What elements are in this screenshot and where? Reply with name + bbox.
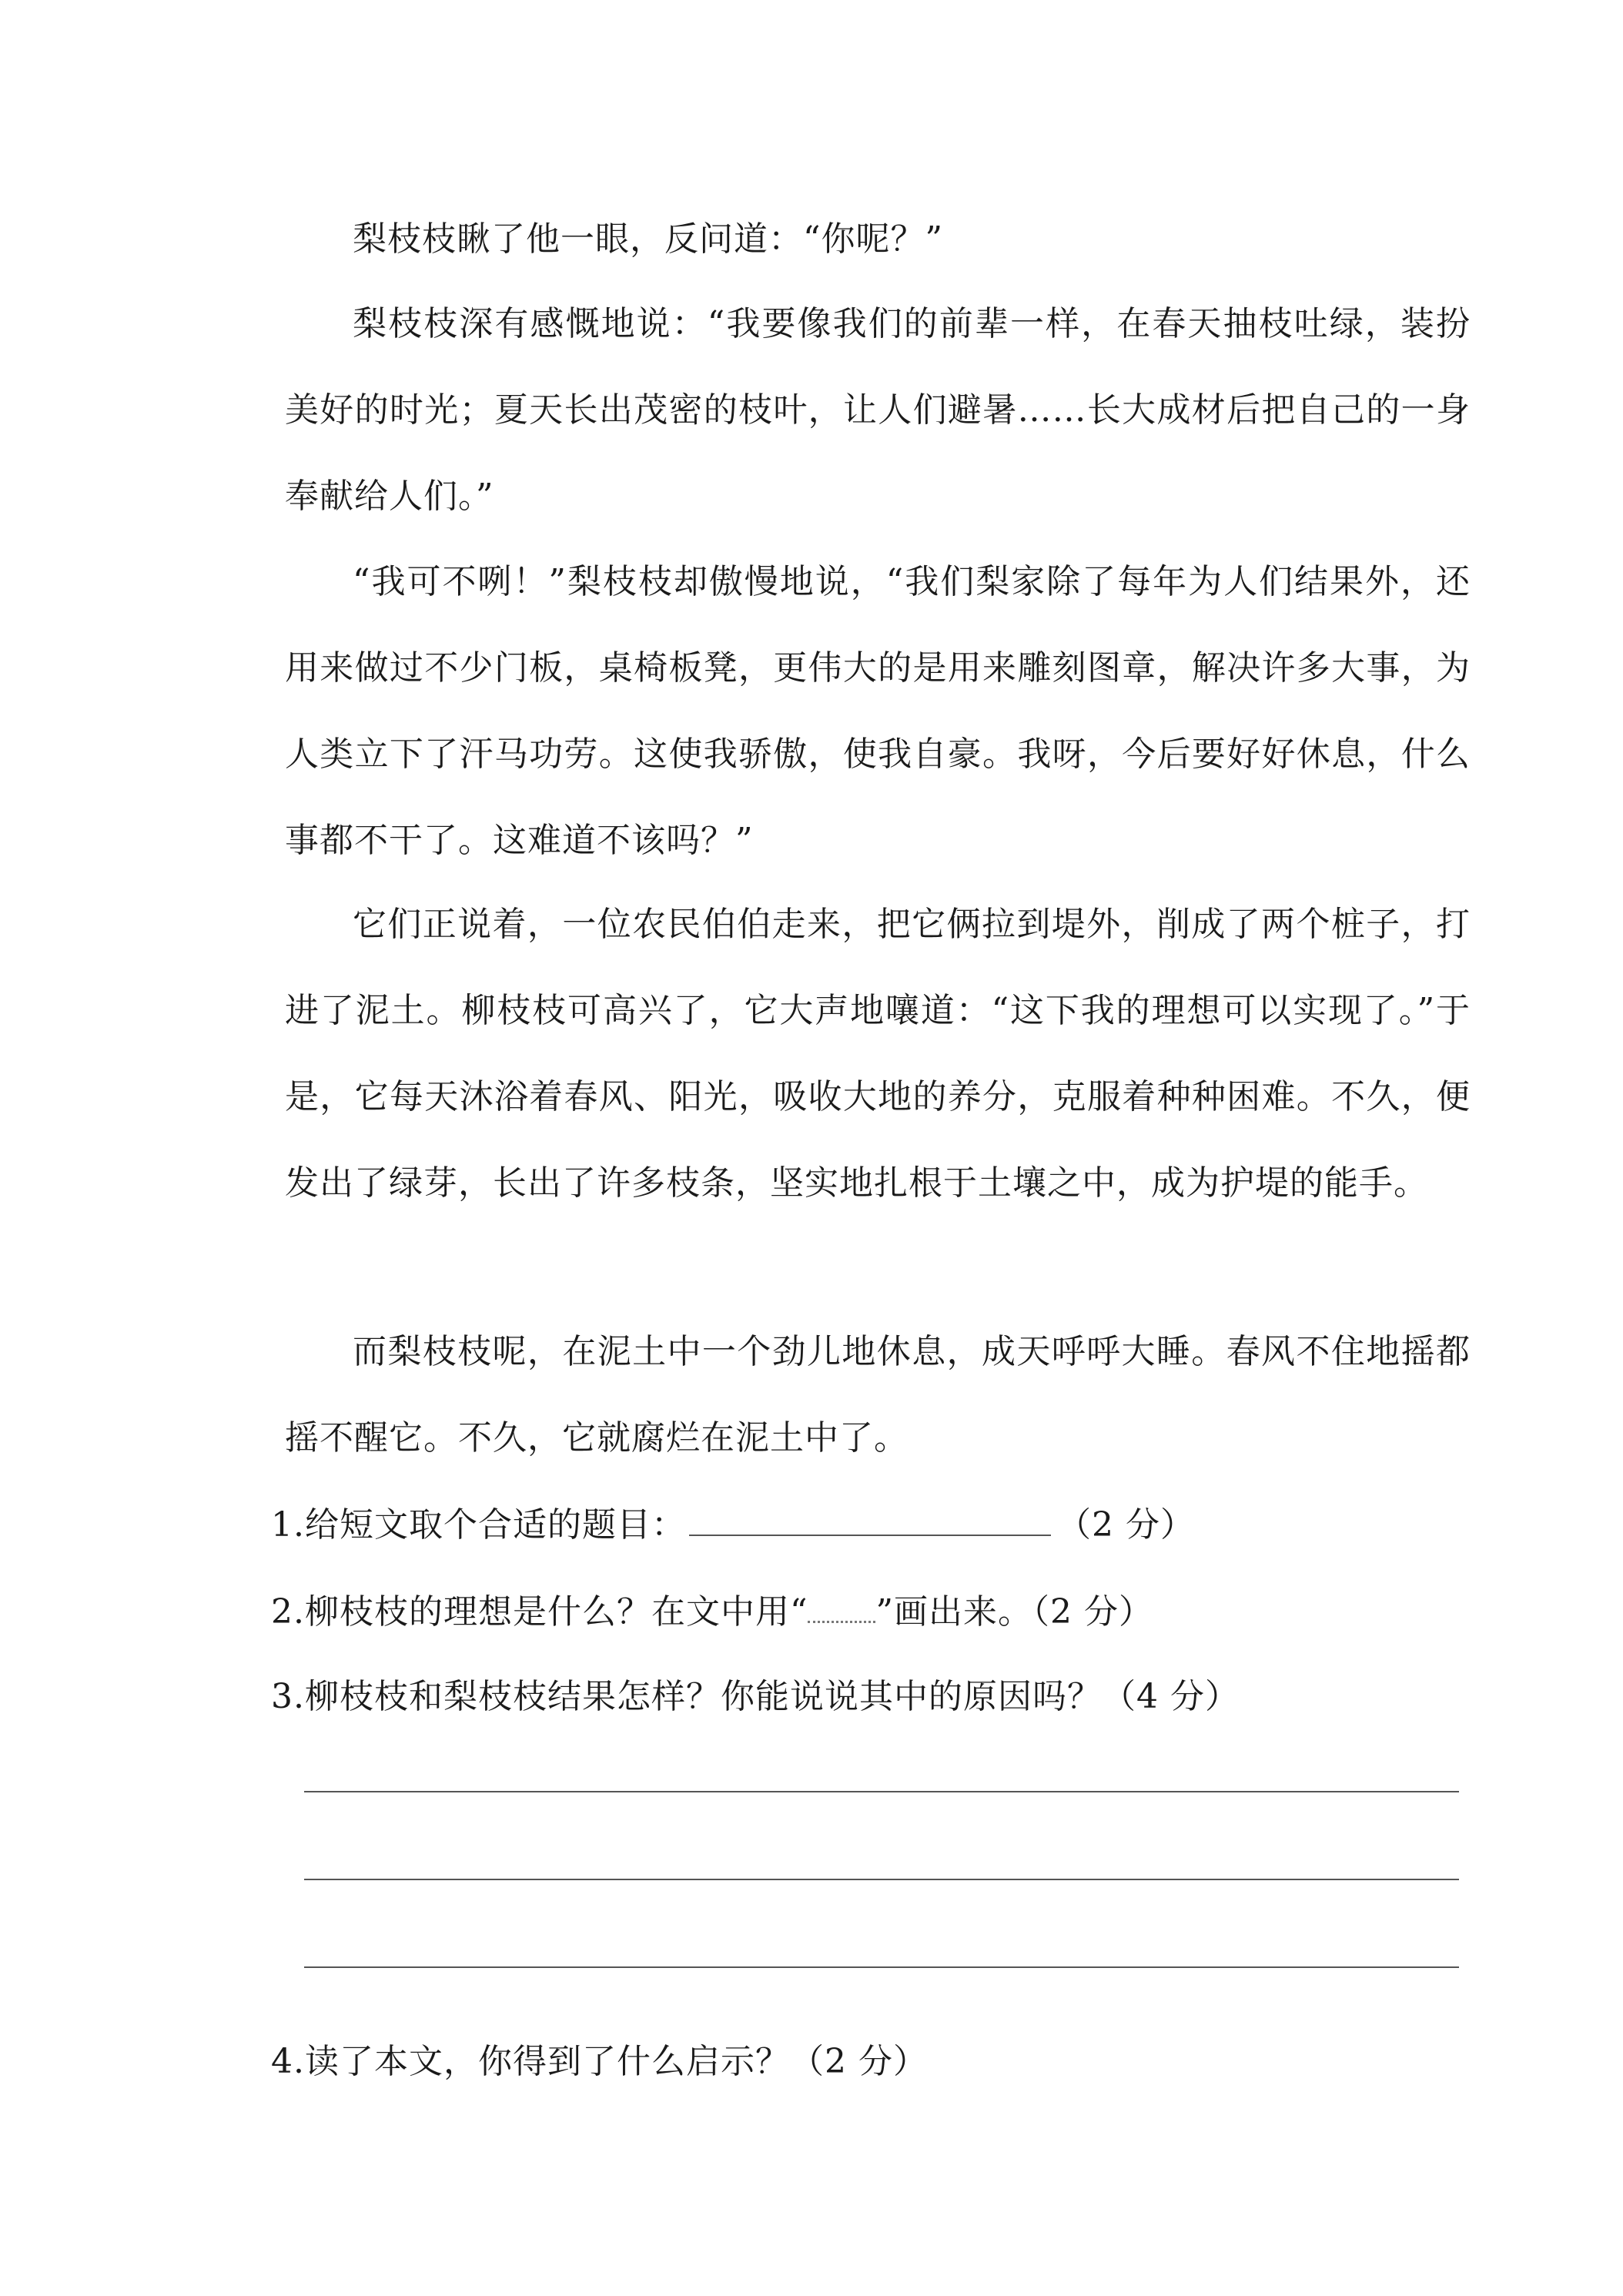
question-2-text-after: ”画出来。（2 分） — [875, 1592, 1153, 1632]
question-2-text-before: 2.柳枝枝的理想是什么？在文中用“ — [271, 1592, 808, 1632]
passage-paragraph-2: 梨枝枝深有感慨地说：“我要像我们的前辈一样，在春天抽枝吐绿，装扮美好的时光；夏天长出茂密的枝叶，让人们避暑……长大成材后把自己的一身奉献给人们。” — [285, 304, 1471, 516]
question-1 — [271, 1504, 1195, 1547]
question-4 — [271, 2040, 928, 2083]
question-4-text: 4.读了本文，你得到了什么启示？（2 分） — [271, 2042, 928, 2081]
question-2 — [271, 1591, 1153, 1634]
answer-line-1[interactable] — [304, 1791, 1459, 1792]
question-1-score: （2 分） — [1056, 1505, 1195, 1545]
question-3 — [271, 1675, 1240, 1719]
answer-line-3[interactable] — [304, 1966, 1459, 1968]
passage-paragraph-1: 梨枝枝瞅了他一眼，反问道：“你呢？” — [353, 219, 943, 259]
question-3-text: 3.柳枝枝和梨枝枝结果怎样？你能说说其中的原因吗？（4 分） — [271, 1677, 1240, 1716]
passage-paragraph-5: 而梨枝枝呢，在泥土中一个劲儿地休息，成天呼呼大睡。春风不住地摇都摇不醒它。不久，它就腐烂在泥土中了。 — [285, 1332, 1471, 1458]
passage-paragraph-4: 它们正说着，一位农民伯伯走来，把它俩拉到堤外，削成了两个桩子，打进了泥土。柳枝枝可高兴了，它大声地嚷道：“这下我的理想可以实现了。”于是，它每天沐浴着春风、阳光，吸收大地的养分，克服着种种困难。不久，便发出了绿芽，长出了许多枝条，坚实地扎根于土壤之中，成为护堤的能手。 — [285, 905, 1471, 1203]
title-answer-blank[interactable] — [689, 1504, 1051, 1536]
answer-line-2[interactable] — [304, 1879, 1459, 1880]
passage-paragraph-3: “我可不咧！”梨枝枝却傲慢地说，“我们梨家除了每年为人们结果外，还用来做过不少门板，桌椅板凳，更伟大的是用来雕刻图章，解决许多大事，为人类立下了汗马功劳。这使我骄傲，使我自豪。我呀，今后要好好休息，什么事都不干了。这难道不该吗？” — [285, 562, 1471, 860]
question-1-text: 1.给短文取个合适的题目： — [271, 1505, 686, 1545]
wavy-underline-mark — [808, 1593, 875, 1623]
